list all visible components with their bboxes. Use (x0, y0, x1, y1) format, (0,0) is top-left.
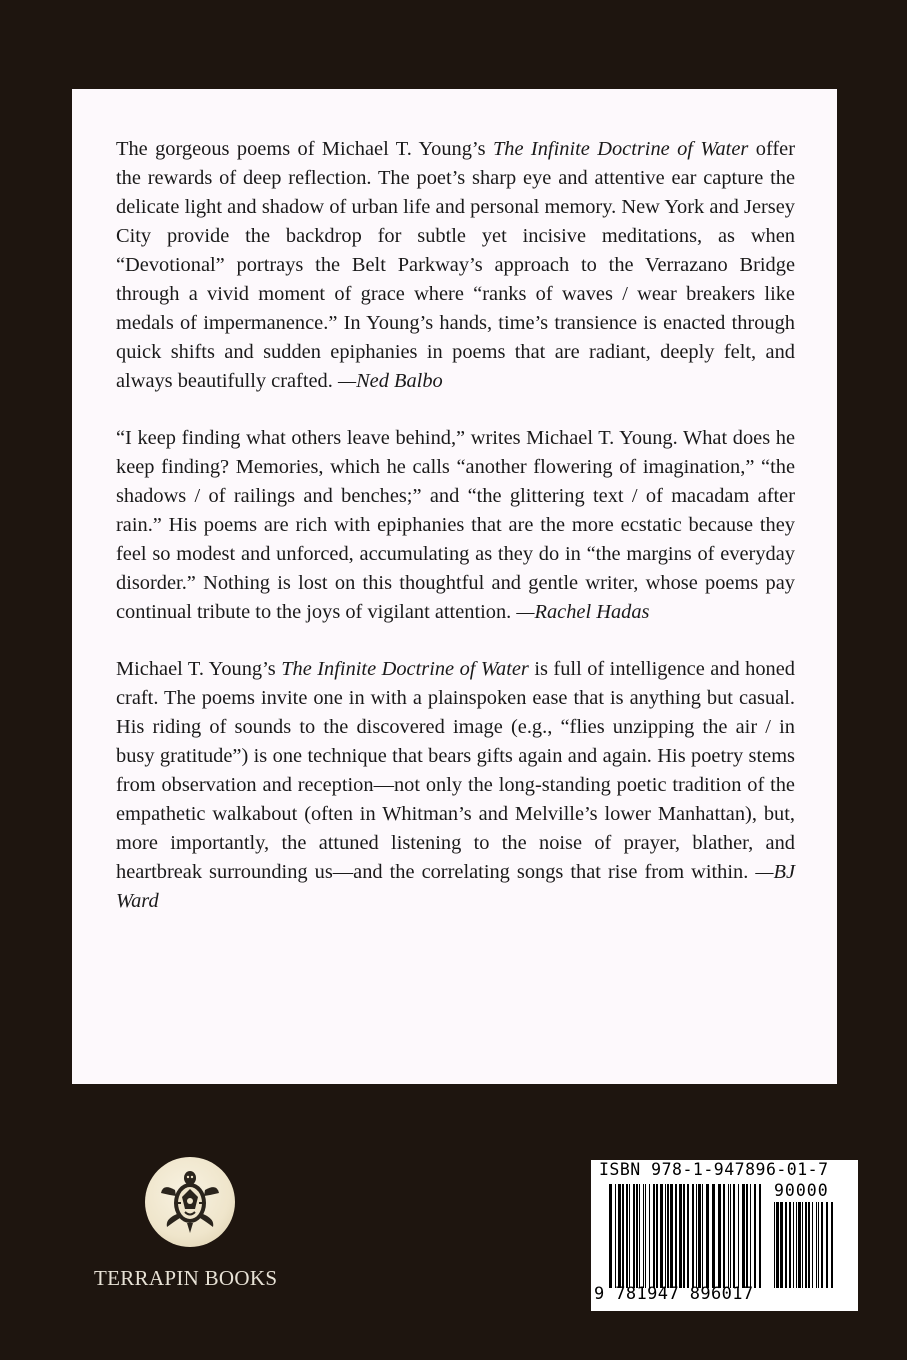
ean-digits: 9 781947 896017 (594, 1284, 754, 1304)
barcode-bar (789, 1202, 791, 1288)
blurb-attribution: —BJ Ward (116, 861, 795, 912)
barcode-bar (649, 1184, 650, 1288)
barcode-bar (723, 1184, 725, 1288)
barcode-bar (793, 1202, 794, 1288)
barcode-bar (687, 1184, 689, 1288)
barcode-bar (622, 1184, 624, 1288)
blurb-lead: Michael T. Young’s (116, 658, 282, 680)
barcode-bar (742, 1184, 745, 1288)
barcode-bar (808, 1202, 810, 1288)
barcode-bar (618, 1184, 621, 1288)
barcode-bar (702, 1184, 703, 1288)
barcode-bar (730, 1184, 731, 1288)
barcode-bar (696, 1184, 697, 1288)
barcode-bar (750, 1184, 751, 1288)
blurb-rachel-hadas (116, 424, 795, 627)
barcode-bar (629, 1184, 630, 1288)
barcode-bar (821, 1202, 823, 1288)
turtle-icon (145, 1157, 235, 1247)
barcode-bar (818, 1202, 819, 1288)
barcode-bar (683, 1184, 685, 1288)
barcode-bar (653, 1184, 655, 1288)
barcode-bar (679, 1184, 682, 1288)
barcode-bar (802, 1202, 803, 1288)
blurb-body: offer the rewards of deep reflection. The poet’s sharp eye and attentive ear capture the delicate light and shadow of urban life and personal memory. New York and Jersey City provide the backdrop for subtle yet incisive meditations, as when “Devotional” portrays the Belt Parkway’s approach to the Verrazano Bridge through a vivid moment of grace where “ranks of waves / wear breakers like medals of impermanence.” In Young’s hands, time’s transience is enacted through quick shifts and sudden epiphanies in poems that are radiant, deeply felt, and always beautifully crafted. (116, 138, 795, 392)
barcode-bar (738, 1184, 739, 1288)
barcode-bar (728, 1184, 729, 1288)
publisher-logo (145, 1157, 235, 1247)
barcode-bar (718, 1184, 721, 1288)
barcode-bar (656, 1184, 658, 1288)
ean-barcode-bars (609, 1184, 763, 1288)
barcode-bar (698, 1184, 701, 1288)
barcode-bar (776, 1202, 779, 1288)
barcode-bar (805, 1202, 807, 1288)
barcode-bar (675, 1184, 677, 1288)
barcode-bar (660, 1184, 663, 1288)
price-code: 90000 (774, 1181, 829, 1200)
addon-barcode-bars (774, 1202, 836, 1288)
barcode-bar (636, 1184, 638, 1288)
barcode-bar (692, 1184, 694, 1288)
blurb-body: “I keep finding what others leave behind,” writes Michael T. Young. What does he keep finding? Memories, which he calls “another flowering of imagination,” “the shadows / of railings and benches;” and “the glittering text / of macadam after rain.” His poems are rich with epiphanies that are the more ecstatic because they feel so modest and unforced, accumulating as they do in “the margins of everyday disorder.” Nothing is lost on this thoughtful and gentle writer, whose poems pay continual tribute to the joys of vigilant attention. (116, 427, 795, 623)
publisher-name: TERRAPIN BOOKS (94, 1266, 278, 1290)
book-title: The Infinite Doctrine of Water (492, 138, 749, 160)
barcode-bar (670, 1184, 673, 1288)
blurb-attribution: —Ned Balbo (337, 370, 443, 392)
barcode-bar (831, 1202, 833, 1288)
barcode-bar (609, 1184, 612, 1288)
barcode-bar (615, 1184, 616, 1288)
barcode-bar (816, 1202, 817, 1288)
barcode-bar (746, 1184, 748, 1288)
blurb-panel (72, 89, 837, 1084)
blurb-ned-balbo (116, 135, 795, 396)
blurb-lead: The gorgeous poems of Michael T. Young’s (116, 138, 493, 160)
barcode-bar (759, 1184, 761, 1288)
barcode-bar (643, 1184, 644, 1288)
barcode-bar (626, 1184, 628, 1288)
barcode-bar (785, 1202, 787, 1288)
book-title: The Infinite Doctrine of Water (281, 658, 529, 680)
barcode-bar (733, 1184, 735, 1288)
barcode-bar (712, 1184, 715, 1288)
barcode-bar (812, 1202, 813, 1288)
barcode-bar (667, 1184, 669, 1288)
barcode-bar (780, 1202, 783, 1288)
blurb-body: is full of intelligence and honed craft. The poems invite one in with a plainspoken ease that is anything but casual. His riding of sounds to the discovered image (e.g., “flies unzipping the air / in busy gratitude”) is one technique that bears gifts again and again. His poetry stems from observation and reception—not only the long-standing poetic tradition of the empathetic walkabout (often in Whitman’s and Melville’s lower Manhattan), but, more importantly, the attuned listening to the noise of prayer, blather, and heartbreak surrounding us—and the correlating songs that rise from within. (116, 658, 795, 883)
barcode-bar (665, 1184, 666, 1288)
barcode-bar (639, 1184, 640, 1288)
isbn-label: ISBN 978-1-947896-01-7 (599, 1160, 829, 1179)
barcode-bar (798, 1202, 801, 1288)
barcode-bar (633, 1184, 635, 1288)
barcode-bar (645, 1184, 646, 1288)
barcode-bar (706, 1184, 709, 1288)
blurb-bj-ward (116, 655, 795, 916)
blurb-attribution: —Rachel Hadas (516, 601, 650, 623)
barcode-bar (796, 1202, 797, 1288)
isbn-barcode (591, 1160, 858, 1311)
barcode-bar (826, 1202, 828, 1288)
barcode-bar (774, 1202, 775, 1288)
barcode-bar (754, 1184, 756, 1288)
